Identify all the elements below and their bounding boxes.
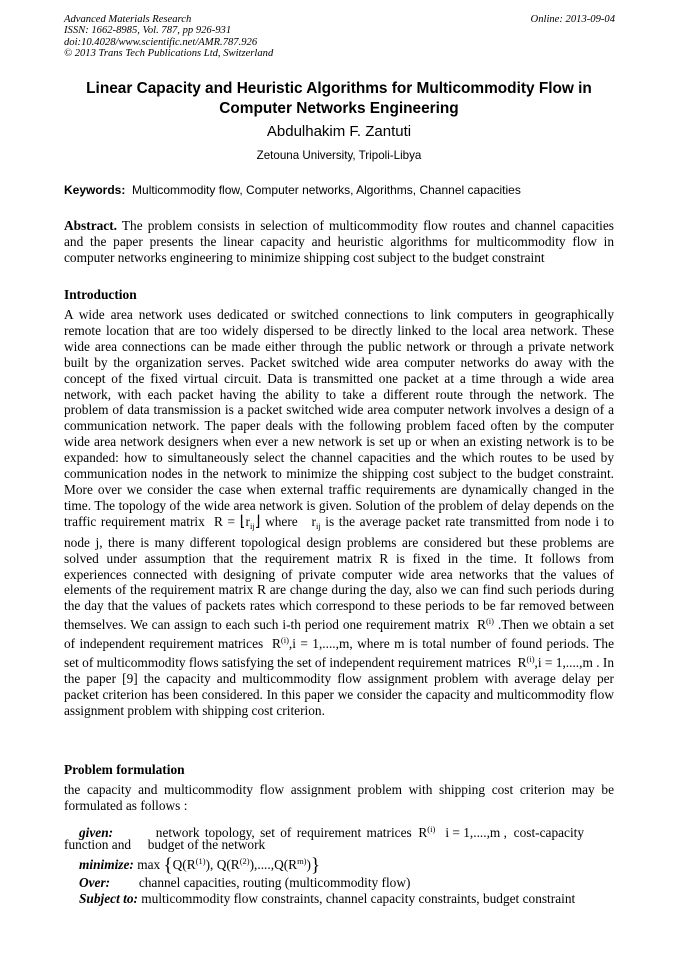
intro-text-3: , there is many different topological design problems are considered but these problems are solved under assumption that the requirement matrix R is fixed in the time. It follows from experiences connected with designing of private computer wide area networks that the values of elements of the requirement matrix R are change during the day, also we can find such periods during the day that the values of packets rates which correspond to these periods to be far removed between themselves. We can assign to each such i-th period one requirement matrix bbox=[64, 534, 614, 633]
doi: doi:10.4028/www.scientific.net/AMR.787.926 bbox=[64, 36, 258, 48]
symbol-R4: R bbox=[517, 655, 527, 671]
issn: ISSN: 1662-8985, Vol. 787, pp 926-931 bbox=[64, 25, 232, 37]
journal-name: Advanced Materials Research bbox=[64, 14, 192, 25]
equals: = bbox=[227, 513, 236, 529]
keywords bbox=[64, 183, 521, 198]
affiliation: Zetouna University, Tripoli-Libya bbox=[256, 149, 422, 162]
symbol-R5: R bbox=[418, 825, 428, 840]
problem-formulation-heading: Problem formulation bbox=[64, 762, 185, 777]
symbol-R3: R bbox=[271, 636, 281, 652]
bracket-left: ⌊ bbox=[239, 513, 246, 530]
R-i-3 bbox=[518, 655, 593, 670]
keywords-label: Keywords: bbox=[64, 183, 126, 197]
copyright: © 2013 Trans Tech Publications Ltd, Switzerland bbox=[64, 48, 274, 60]
given-text: network topology, set of requirement matrices bbox=[155, 825, 412, 840]
subject-row bbox=[79, 891, 614, 907]
given-label: given: bbox=[79, 825, 114, 840]
subject-text: multicommodity flow constraints, channel capacity constraints, budget constraint bbox=[141, 891, 576, 906]
range: ,i = 1,....,m bbox=[288, 636, 350, 652]
minimize-label: minimize: bbox=[79, 857, 134, 872]
introduction-paragraph bbox=[64, 307, 614, 719]
problem-formulation-intro: the capacity and multicommodity flow assignment problem with shipping cost criterion may be formulated as follows : bbox=[64, 782, 614, 813]
expr-q1: Q(R bbox=[172, 857, 196, 872]
given-continuation: function and budget of the network bbox=[64, 837, 266, 852]
symbol-r: r bbox=[245, 513, 250, 529]
sup-i2: (i) bbox=[280, 635, 289, 646]
open-brace: { bbox=[163, 855, 173, 876]
expr-q2: ), Q(R bbox=[205, 857, 240, 872]
R-i-2 bbox=[272, 636, 349, 651]
journal-header bbox=[64, 14, 273, 60]
abstract bbox=[64, 218, 614, 266]
close-brace: } bbox=[310, 855, 321, 876]
intro-text-2: is the average packet rate transmitted from node bbox=[325, 513, 591, 529]
sup-i4: (i) bbox=[427, 824, 436, 834]
symbol-R2: R bbox=[477, 617, 486, 633]
given-R bbox=[418, 825, 435, 840]
author: Abdulhakim F. Zantuti bbox=[266, 123, 412, 140]
intro-text-5: , where bbox=[349, 636, 390, 652]
online-date: Online: 2013-09-04 bbox=[530, 14, 615, 25]
node-j: j bbox=[95, 534, 100, 550]
over-text: channel capacities, routing (multicommodity flow) bbox=[138, 875, 411, 890]
range2: ,i = 1,....,m bbox=[534, 655, 593, 671]
R-i-1 bbox=[477, 617, 494, 632]
intro-text-6: is total number of found periods. The set of multicommodity flows satisfying the set of independent requirement matrices bbox=[64, 636, 615, 671]
sup-1: (1) bbox=[195, 856, 206, 866]
symbol-m: m bbox=[394, 636, 405, 652]
minimize-row bbox=[79, 853, 614, 874]
keywords-text: Multicommodity flow, Computer networks, Algorithms, Channel capacities bbox=[132, 183, 521, 197]
max-text: max bbox=[137, 857, 161, 872]
sup-2: (2) bbox=[239, 856, 250, 866]
over-row bbox=[79, 875, 614, 891]
given-tail: cost-capacity bbox=[513, 825, 585, 840]
intro-text-7: . In the paper [9] the capacity and multicommodity flow assignment problem with average delay per packet criterion has been considered. In this paper we consider the capacity and multicommodity flow assignment problem with shipping cost criterion. bbox=[64, 655, 614, 718]
sup-i3: (i) bbox=[526, 654, 535, 665]
bracket-right: ⌋ bbox=[254, 513, 261, 530]
expr-end: ) bbox=[306, 857, 311, 872]
to-node: to node bbox=[64, 513, 615, 550]
subscript-ij2: ij bbox=[315, 520, 321, 531]
given-range: i = 1,....,m , bbox=[445, 825, 507, 840]
paper-title bbox=[40, 79, 638, 119]
expr-q3: ),....,Q(R bbox=[249, 857, 298, 872]
over-label: Over: bbox=[79, 875, 111, 890]
node-i: i bbox=[595, 513, 600, 529]
intro-text-4: .Then we obtain a set of independent requirement matrices bbox=[64, 617, 614, 652]
sup-m: m) bbox=[297, 856, 307, 866]
abstract-text: The problem consists in selection of multicommodity flow routes and channel capacities and the paper presents the linear capacity and heuristic algorithms for multicommodity flow in computer networks engineering to minimize shipping cost subject to the budget constraint bbox=[64, 218, 614, 265]
title-line-1: Linear Capacity and Heuristic Algorithms for Multicommodity Flow in bbox=[86, 80, 592, 97]
introduction-heading: Introduction bbox=[64, 287, 137, 302]
symbol-r2: r bbox=[311, 513, 316, 529]
subscript-ij: ij bbox=[249, 520, 255, 531]
matrix-expression bbox=[209, 514, 260, 529]
subject-label: Subject to: bbox=[79, 891, 138, 906]
title-line-2: Computer Networks Engineering bbox=[219, 100, 459, 117]
intro-text-1: A wide area network uses dedicated or switched connections to link computers in geographically remote location that are too widely dispersed to be directly linked to the local area network. These wide area connections can be made either through the public network or through a private network built by the organization serves. Packet switched wide area computer networks do away with the concept of the fixed virtual circuit. Data is transmitted one packet at a time through a wide area network, with each packet having the ability to take a different route through the network. The problem of data transmission is a packet switched wide area computer network involves a design of a communication network. The paper deals with the following problem faced often by the computer wide area network designers when ever a new network is set up or when an existing network is to be expanded: how to simultaneously select the channel capacities and the which routes to be used by communication nodes in the network to minimize the shipping cost subject to the budget constraint. More over we consider the case when external traffic requirements are dynamically changed in the time. The topology of the wide area network is given. Solution of the problem of delay depends on the traffic requirement matrix bbox=[64, 307, 614, 529]
sup-i: (i) bbox=[485, 616, 494, 627]
rij-symbol bbox=[311, 514, 320, 529]
abstract-label: Abstract. bbox=[64, 218, 117, 233]
symbol-R: R bbox=[214, 513, 223, 529]
where-text: where bbox=[265, 513, 298, 529]
